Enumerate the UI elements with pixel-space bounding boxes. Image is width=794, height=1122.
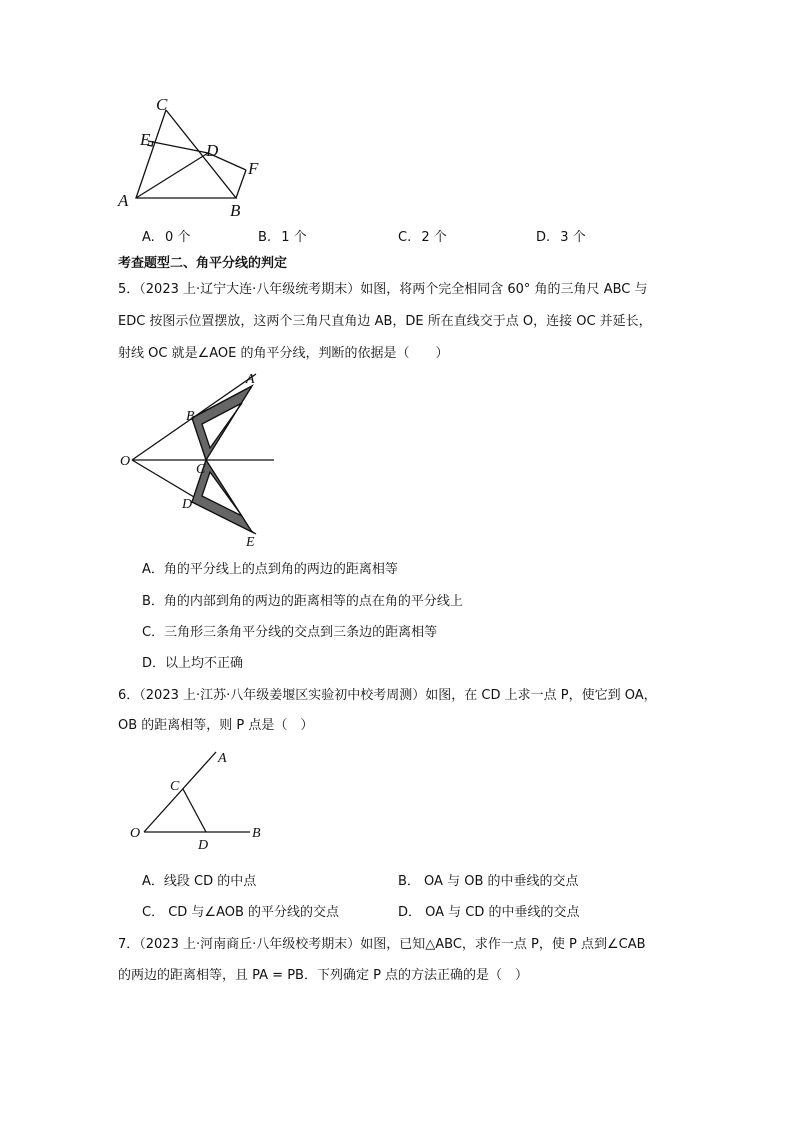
label-O: O (120, 454, 131, 469)
option-letter: B. (258, 230, 272, 245)
q5-option-b: B．角的内部到角的两边的距离相等的点在角的平分线上 (142, 594, 463, 609)
label-E: E (140, 130, 151, 149)
segment-cd (183, 789, 206, 832)
q7-line-2: 的两边的距离相等，且 PA = PB．下列确定 P 点的方法正确的是（ ） (118, 968, 529, 983)
label-B: B (230, 201, 241, 220)
label-D: D (198, 838, 209, 852)
label-F: F (248, 159, 259, 178)
option-letter: C. (398, 230, 412, 245)
option-text: 0 个 (164, 230, 191, 245)
label-C: C (170, 779, 180, 794)
label-O: O (130, 826, 141, 841)
q5-option-a: A．角的平分线上的点到角的两边的距离相等 (142, 562, 398, 577)
q6-line-2: OB 的距离相等，则 P 点是（ ） (118, 718, 314, 733)
figure-3 (126, 748, 276, 852)
figure-1 (110, 90, 270, 220)
q4-option-a (142, 228, 190, 248)
label-B: B (252, 826, 261, 841)
label-D: D (182, 497, 193, 512)
option-letter: A. (142, 230, 155, 245)
triangle-acb (136, 110, 236, 198)
q7-line-1: 7．（2023 上·河南商丘·八年级校考期末）如图，已知△ABC，求作一点 P，使 P 点到∠CAB (118, 937, 646, 952)
q6-option-a: A．线段 CD 的中点 (142, 874, 257, 889)
q4-option-b (258, 228, 307, 248)
q6-option-b: B． OA 与 OB 的中垂线的交点 (398, 874, 579, 889)
option-letter: D. (536, 230, 551, 245)
q5-line-1: 5．（2023 上·辽宁大连·八年级统考期末）如图，将两个完全相同含 60° 角的三角尺 ABC 与 (118, 282, 648, 297)
option-text: 1 个 (281, 230, 307, 245)
figure-2 (110, 372, 290, 550)
label-A: A (218, 751, 227, 766)
segment-fb (236, 170, 246, 198)
q4-option-d (536, 228, 586, 248)
q5-option-d: D．以上均不正确 (142, 656, 244, 671)
q5-option-c: C．三角形三条角平分线的交点到三条边的距离相等 (142, 625, 438, 640)
label-D: D (206, 141, 219, 160)
label-E: E (246, 535, 255, 550)
section-title: 考查题型二、角平分线的判定 (118, 256, 288, 271)
option-text: 3 个 (560, 230, 586, 245)
q4-option-c (398, 228, 447, 248)
label-A: A (118, 191, 129, 210)
ray-oa (144, 752, 216, 832)
label-C: C (156, 95, 168, 114)
label-C: C (196, 462, 206, 477)
segment-ed (148, 141, 208, 153)
segment-ad (136, 153, 208, 198)
q6-line-1: 6．（2023 上·江苏·八年级姜堰区实验初中校考周测）如图，在 CD 上求一点 P，使它到 OA， (118, 688, 657, 703)
q6-option-c: C． CD 与∠AOB 的平分线的交点 (142, 905, 340, 920)
label-A: A (246, 372, 255, 387)
label-B: B (186, 409, 195, 424)
option-text: 2 个 (421, 230, 447, 245)
q5-line-2: EDC 按图示位置摆放，这两个三角尺直角边 AB，DE 所在直线交于点 O，连接 OC 并延长， (118, 314, 652, 329)
q5-line-3: 射线 OC 就是∠AOE 的角平分线，判断的依据是（ ） (118, 346, 449, 361)
q6-option-d: D． OA 与 CD 的中垂线的交点 (398, 905, 580, 920)
